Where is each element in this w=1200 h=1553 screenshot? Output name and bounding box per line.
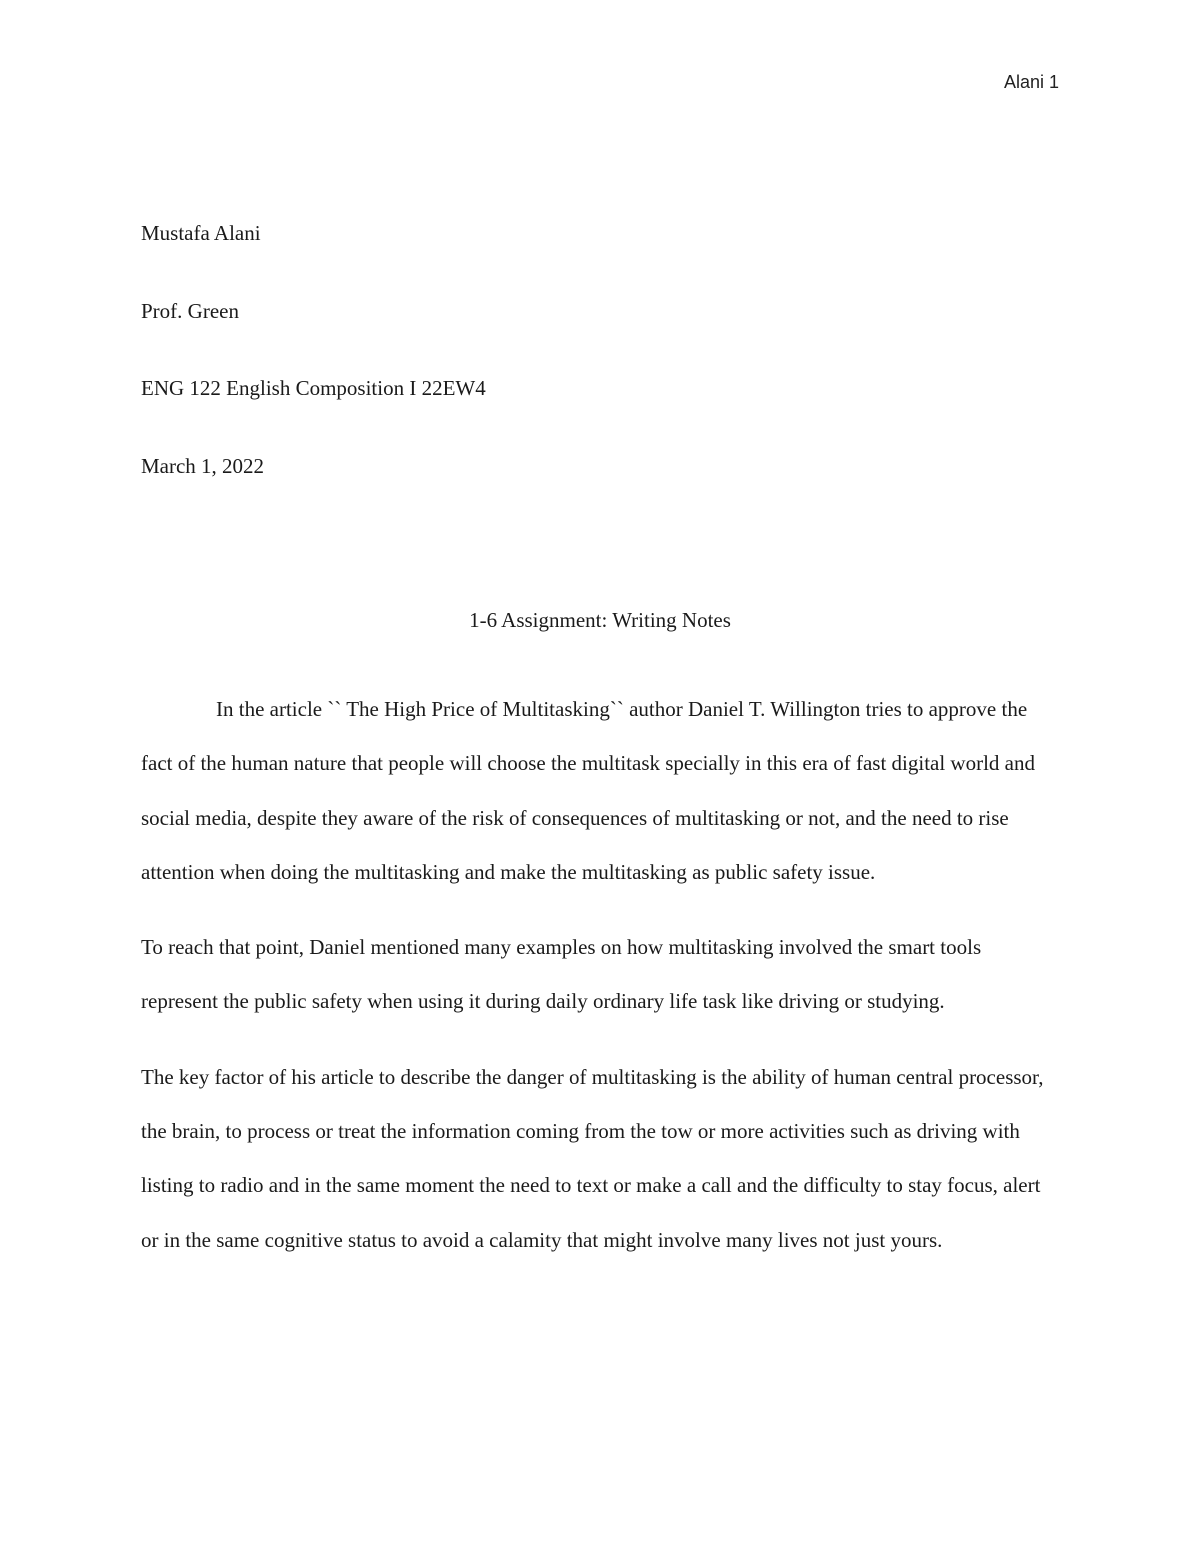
instructor-name: Prof. Green (141, 298, 239, 323)
paragraph-2: To reach that point, Daniel mentioned many examples on how multitasking involved the smart tools represent the public safety when using it during daily ordinary life task like driving or studying. (141, 935, 982, 1014)
author-name: Mustafa Alani (141, 221, 261, 245)
page-header-running-head: Alani 1 (1003, 72, 1059, 92)
course-name: ENG 122 English Composition I 22EW4 (141, 376, 486, 400)
assignment-date: March 1, 2022 (141, 453, 265, 478)
document-body (141, 682, 1061, 1288)
heading-block (141, 217, 1061, 527)
paragraph-1: In the article `` The High Price of Multitasking`` author Daniel T. Willington tries to approve the fact of the human nature that people will choose the multitask specially in this era of fast digital world and social media, despite they aware of the risk of consequences of multitasking or not, and the need to rise attention when doing the multitasking and make the multitasking as public safety issue. (141, 697, 1035, 884)
document-title: 1-6 Assignment: Writing Notes (469, 608, 731, 632)
paragraph-3: The key factor of his article to describe the danger of multitasking is the ability of human central processor, the brain, to process or treat the information coming from the tow or more activities such as driving with listing to radio and in the same moment the need to text or make a call and the difficulty to stay focus, alert or in the same cognitive status to avoid a calamity that might involve many lives not just yours. (141, 1064, 1044, 1252)
